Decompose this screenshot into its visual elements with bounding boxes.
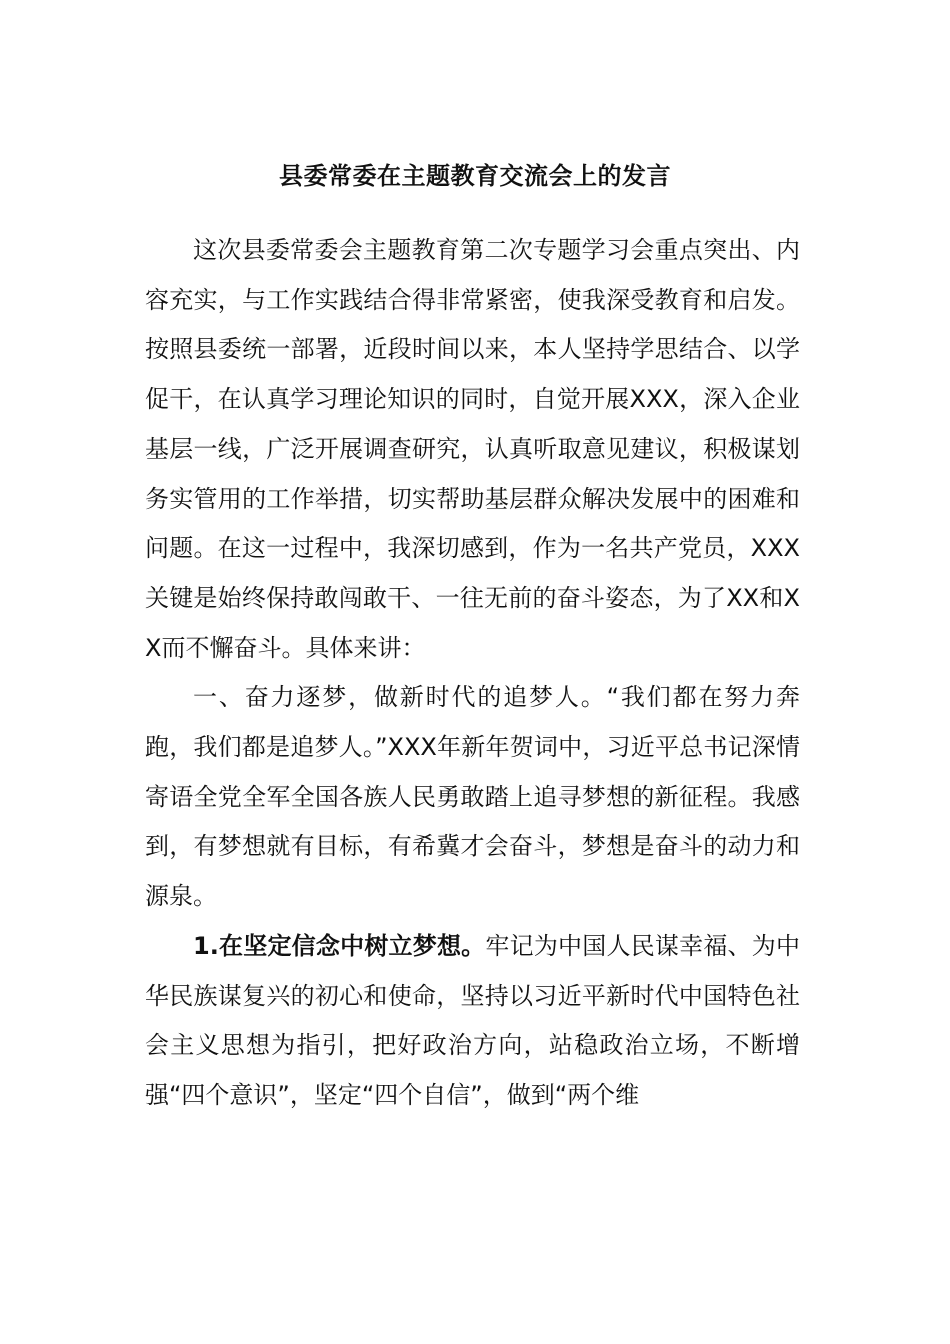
paragraph-section-one-text: 一、奋力逐梦，做新时代的追梦人。“我们都在努力奔跑，我们都是追梦人。”XXX年新年贺词中，习近平总书记深情寄语全党全军全国各族人民勇敢踏上追寻梦想的新征程。我感到，有梦想就有目标，有希冀才会奋斗，梦想是奋斗的动力和源泉。 xyxy=(145,683,800,911)
paragraph-intro xyxy=(145,226,800,673)
document-body xyxy=(145,226,800,1121)
paragraph-point-one-heading: 1.在坚定信念中树立梦想。 xyxy=(193,931,486,960)
paragraph-point-one xyxy=(145,922,800,1121)
paragraph-section-one xyxy=(145,673,800,922)
paragraph-intro-text: 这次县委常委会主题教育第二次专题学习会重点突出、内容充实，与工作实践结合得非常紧密，使我深受教育和启发。按照县委统一部署，近段时间以来，本人坚持学思结合、以学促干，在认真学习理论知识的同时，自觉开展XXX，深入企业基层一线，广泛开展调查研究，认真听取意见建议，积极谋划务实管用的工作举措，切实帮助基层群众解决发展中的困难和问题。在这一过程中，我深切感到，作为一名共产党员，XXX关键是始终保持敢闯敢干、一往无前的奋斗姿态，为了XX和XX而不懈奋斗。具体来讲： xyxy=(145,236,800,662)
paragraph-point-one-text: 牢记为中国人民谋幸福、为中华民族谋复兴的初心和使命，坚持以习近平新时代中国特色社会主义思想为指引，把好政治方向，站稳政治立场，不断增强“四个意识”，坚定“四个自信”，做到“两个维 xyxy=(145,931,800,1109)
document-title: 县委常委在主题教育交流会上的发言 xyxy=(279,162,671,190)
